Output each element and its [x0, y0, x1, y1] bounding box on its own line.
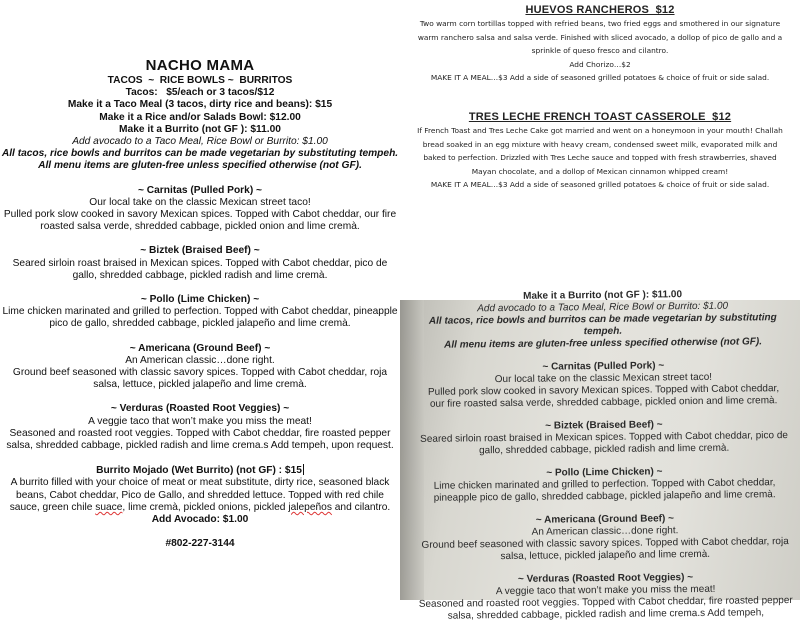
photo-line: our fire roasted salsa verde, shredded cabbage, pickled onion and lime cremà. — [429, 395, 778, 410]
menu-subtitle: TACOS ~ RICE BOWLS ~ BURRITOS — [107, 75, 293, 86]
item-tagline-carnitas: Our local take on the classic Mexican street taco! — [89, 196, 311, 208]
special-title-tresleche: TRES LECHE FRENCH TOAST CASSEROLE $12 — [468, 110, 732, 123]
photo-line: Pulled pork slow cooked in savory Mexican spices. Topped with Cabot cheddar, — [427, 383, 780, 398]
photo-line: Lime chicken marinated and grilled to perfection. Topped with Cabot cheddar, — [433, 477, 776, 492]
item-desc-carnitas: Pulled pork slow cooked in savory Mexican spices. Topped with Cabot cheddar, our fire roasted salsa verde, shredded cabbage, pickled onion and lime cremà. — [3, 209, 397, 233]
pricing-line: Make it a Taco Meal (3 tacos, dirty rice and beans): $15 — [67, 99, 333, 111]
item-tagline-americana: An American classic…done right. — [125, 354, 275, 366]
photo-line: All tacos, rice bowls and burritos can be made vegetarian by substituting tempeh. — [428, 312, 777, 338]
photo-line: ~ Verduras (Roasted Root Veggies) ~ — [517, 572, 694, 585]
menu-document — [0, 0, 400, 600]
item-name-pollo: ~ Pollo (Lime Chicken) ~ — [140, 294, 260, 306]
photo-line: gallo, shredded cabbage, pickled radish and lime cremà. — [479, 442, 730, 457]
specials-section — [400, 0, 800, 300]
text-cursor — [303, 464, 304, 475]
menu-photo — [400, 289, 800, 622]
phone-number: #802-227-3144 — [165, 538, 235, 550]
photo-line: ~ Pollo (Lime Chicken) ~ — [546, 466, 663, 479]
photo-line: A veggie taco that won’t make you miss the meat! — [495, 583, 716, 598]
photo-line: ~ Carnitas (Pulled Pork) ~ — [542, 360, 665, 373]
photo-line: pineapple pico de gallo, shredded cabbage, pickled jalapeño and lime cremà. — [433, 489, 776, 504]
menu-note: All tacos, rice bowls and burritos can be made vegetarian by substituting tempeh. — [1, 148, 399, 160]
photo-line: All menu items are gluten-free unless specified otherwise (not GF). — [444, 336, 763, 351]
special-meal-tresleche: MAKE IT A MEAL…$3 Add a side of seasoned grilled potatoes & choice of fruit or side salad. — [430, 180, 770, 190]
photo-line: Add avocado to a Taco Meal, Rice Bowl or Burrito: $1.00 — [477, 300, 729, 315]
pricing-line: Tacos: $5/each or 3 tacos/$12 — [125, 87, 275, 99]
mojado-name-text: Burrito Mojado (Wet Burrito) (not GF) : $15 — [96, 465, 302, 477]
item-name-carnitas: ~ Carnitas (Pulled Pork) ~ — [138, 184, 262, 196]
misspelled-word: suace — [95, 501, 123, 513]
photo-line: ~ Biztek (Braised Beef) ~ — [545, 419, 663, 432]
misspelled-word: jalepeños — [288, 501, 332, 513]
pricing-line: Make it a Rice and/or Salads Bowl: $12.00 — [99, 111, 301, 123]
item-desc-americana: Ground beef seasoned with classic savory spices. Topped with Cabot cheddar, roja salsa, lettuce, pickled jalapeño and lime cremà. — [12, 367, 388, 391]
item-desc-verduras: Seasoned and roasted root veggies. Topped with Cabot cheddar, fire roasted pepper salsa, shredded cabbage, pickled radish and lime crema.s Add tempeh, upon request. — [6, 427, 394, 452]
item-name-mojado[interactable] — [0, 464, 400, 477]
photo-line: Make it a Burrito (not GF ): $11.00 — [523, 289, 683, 302]
special-title-huevos: HUEVOS RANCHEROS $12 — [525, 4, 675, 16]
mojado-avocado: Add Avocado: $1.00 — [151, 514, 249, 526]
item-name-americana: ~ Americana (Ground Beef) ~ — [129, 342, 271, 354]
special-desc-tresleche: If French Toast and Tres Leche Cake got married and went on a honeymoon in your mouth! Challah bread soaked in an egg mixture with heavy cream, condensed sweet milk, evaporated milk and baked to perfection. Drizzled with Tres Leche sauce and topped with fresh strawberries, shaved Mayan chocolate, and a dollop of Mexican cinnamon whipped cream! — [417, 125, 783, 176]
photo-line: Ground beef seasoned with classic savory spices. Topped with Cabot cheddar, roja — [421, 536, 789, 551]
menu-note: All menu items are gluten-free unless specified otherwise (not GF). — [38, 160, 362, 172]
special-meal-huevos: MAKE IT A MEAL…$3 Add a side of seasoned grilled potatoes & choice of fruit or side salad. — [430, 73, 770, 83]
special-addon-huevos: Add Chorizo…$2 — [569, 59, 631, 69]
item-desc-mojado: A burrito filled with your choice of meat or meat substitute, dirty rice, seasoned black beans, Cabot cheddar, Pico de Gallo, and shredded lettuce. Topped with red chile sauce, green chile suace, lime cremà, pickled onions, pickled jalepeños and cilantro. — [9, 477, 391, 513]
item-tagline-verduras: A veggie taco that won’t make you miss the meat! — [88, 415, 312, 427]
photo-line: Seasoned and roasted root veggies. Topped with Cabot cheddar, fire roasted pepper — [418, 595, 793, 610]
pricing-line: Make it a Burrito (not GF ): $11.00 — [119, 123, 281, 135]
special-desc-huevos: Two warm corn tortillas topped with refried beans, two fried eggs and smothered in our signature warm ranchero salsa and salsa verde. Finished with sliced avocado, a dollop of pico de gallo and a sprinkle of queso fresco and cilantro. — [417, 19, 783, 56]
avocado-note: Add avocado to a Taco Meal, Rice Bowl or Burrito: $1.00 — [72, 136, 328, 148]
item-desc-pollo: Lime chicken marinated and grilled to perfection. Topped with Cabot cheddar, pineapple pico de gallo, shredded cabbage, pickled jalapeño and lime cremà. — [2, 306, 398, 330]
photo-text — [410, 288, 798, 623]
photo-line: salsa, shredded cabbage, pickled radish and lime crema.s Add tempeh, — [447, 607, 765, 622]
item-name-biztek: ~ Biztek (Braised Beef) ~ — [140, 245, 260, 257]
photo-line: Seared sirloin roast braised in Mexican spices. Topped with Cabot cheddar, pico de — [420, 430, 788, 445]
menu-title: NACHO MAMA — [145, 57, 255, 74]
photo-line: An American classic…done right. — [531, 525, 679, 538]
item-desc-biztek: Seared sirloin roast braised in Mexican spices. Topped with Cabot cheddar, pico de gallo, shredded cabbage, pickled radish and lime cremà. — [12, 257, 388, 281]
photo-line: ~ Americana (Ground Beef) ~ — [535, 513, 674, 526]
photo-line: Our local take on the classic Mexican street taco! — [494, 371, 713, 386]
photo-line: salsa, lettuce, pickled jalapeño and lime cremà. — [500, 548, 711, 563]
item-name-verduras: ~ Verduras (Roasted Root Veggies) ~ — [110, 403, 290, 415]
